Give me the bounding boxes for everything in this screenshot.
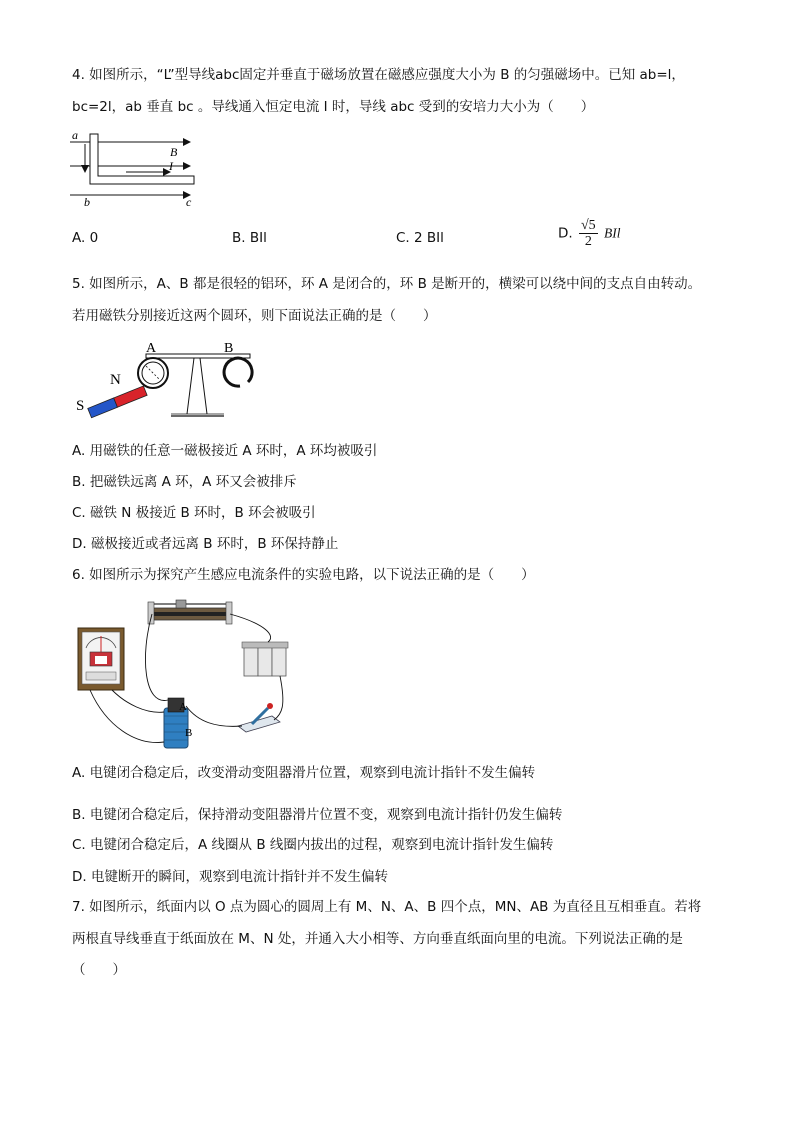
fraction-denominator: 2	[584, 234, 592, 249]
label-c: c	[186, 195, 192, 208]
label-ring-B: B	[224, 341, 234, 356]
bar-magnet	[88, 386, 147, 418]
q6-option-a[interactable]: A. 电键闭合稳定后，改变滑动变阻器滑片位置，观察到电流计指针不发生偏转	[72, 765, 536, 781]
label-coil-B: B	[185, 727, 193, 739]
label-a: a	[72, 128, 78, 142]
magnet-north-pole	[114, 386, 147, 407]
label-N: N	[110, 372, 121, 388]
q6-option-d[interactable]: D. 电键断开的瞬间，观察到电流计指针并不发生偏转	[72, 869, 388, 885]
q5-option-d[interactable]: D. 磁极接近或者远离 B 环时，B 环保持静止	[72, 536, 339, 552]
q4-option-c[interactable]: C. 2 BIl	[396, 230, 444, 246]
ring-a-hanger	[146, 366, 160, 380]
q6-option-b[interactable]: B. 电键闭合稳定后，保持滑动变阻器滑片位置不变，观察到电流计指针仍发生偏转	[72, 807, 563, 823]
q4-option-d[interactable]	[558, 218, 620, 249]
q7-stem-line1: 7. 如图所示，纸面内以 O 点为圆心的圆周上有 M、N、A、B 四个点，MN、AB 为直径且互相垂直。若将	[72, 899, 702, 915]
label-ring-A: A	[146, 341, 157, 356]
label-b: b	[84, 195, 90, 208]
q5-figure	[74, 340, 264, 425]
q6-figure	[76, 596, 291, 756]
switch-key	[238, 703, 280, 732]
q5-stem-line1: 5. 如图所示，A、B 都是很轻的铝环，环 A 是闭合的，环 B 是断开的，横梁可以绕中间的支点自由转动。	[72, 276, 702, 292]
battery-pack	[242, 642, 288, 676]
galvanometer	[78, 628, 124, 690]
q5-stem-line2: 若用磁铁分别接近这两个圆环，则下面说法正确的是（ ）	[72, 308, 437, 324]
q6-option-c[interactable]: C. 电键闭合稳定后，A 线圈从 B 线圈内拔出的过程，观察到电流计指针发生偏转	[72, 837, 554, 853]
sqrt5-over-2-fraction	[579, 218, 598, 249]
q4-option-d-suffix: BIl	[603, 225, 621, 241]
q4-option-b[interactable]: B. BIl	[232, 230, 267, 246]
q5-option-a[interactable]: A. 用磁铁的任意一磁极接近 A 环时，A 环均被吸引	[72, 443, 378, 459]
pivot-stand	[187, 358, 207, 414]
label-S: S	[76, 398, 85, 414]
q5-option-b[interactable]: B. 把磁铁远离 A 环，A 环又会被排斥	[72, 474, 297, 490]
label-B: B	[170, 145, 178, 159]
label-coil-A: A	[179, 701, 187, 713]
q7-stem-line2: 两根直导线垂直于纸面放在 M、N 处，并通入大小相等、方向垂直纸面向里的电流。下列说法正确的是	[72, 931, 683, 947]
q6-stem-line1: 6. 如图所示为探究产生感应电流条件的实验电路，以下说法正确的是（ ）	[72, 567, 535, 583]
q4-stem-line2: bc=2l，ab 垂直 bc 。导线通入恒定电流 I 时，导线 abc 受到的安培力大小为（ ）	[72, 99, 595, 115]
fraction-numerator: √5	[580, 218, 596, 233]
q4-stem-line1: 4. 如图所示，“L”型导线abc固定并垂直于磁场放置在磁感应强度大小为 B 的匀强磁场中。已知 ab=l，	[72, 67, 685, 83]
label-I: I	[169, 159, 173, 173]
sliding-rheostat	[148, 600, 232, 624]
ring-b-open	[224, 358, 252, 386]
q4-option-d-prefix: D.	[558, 225, 573, 242]
q7-stem-line3: （ ）	[72, 962, 126, 978]
q4-figure	[66, 126, 201, 208]
q4-option-a[interactable]: A. 0	[72, 230, 99, 246]
q5-option-c[interactable]: C. 磁铁 N 极接近 B 环时，B 环会被吸引	[72, 505, 316, 521]
magnet-south-pole	[88, 398, 118, 418]
